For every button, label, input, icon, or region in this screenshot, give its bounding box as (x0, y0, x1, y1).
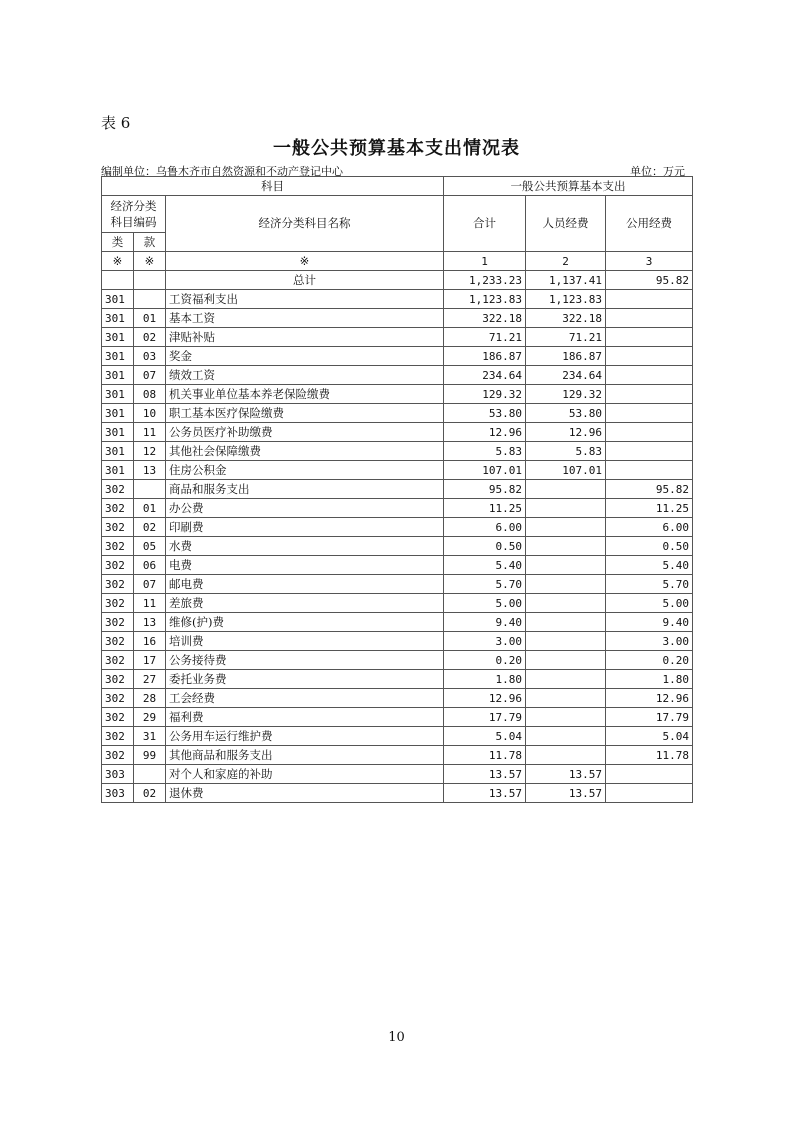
public-cell: 5.40 (606, 556, 693, 575)
subject-name-cell: 委托业务费 (166, 670, 444, 689)
personnel-cell: 13.57 (526, 765, 606, 784)
subject-name-cell: 工资福利支出 (166, 290, 444, 309)
subject-name-cell: 绩效工资 (166, 366, 444, 385)
class-code-cell: 303 (102, 784, 134, 803)
subject-name-cell: 差旅费 (166, 594, 444, 613)
personnel-cell: 322.18 (526, 309, 606, 328)
table-label: 表 6 (101, 114, 131, 132)
public-cell (606, 423, 693, 442)
class-code-cell: 302 (102, 594, 134, 613)
class-code-cell: 301 (102, 442, 134, 461)
personnel-cell (526, 480, 606, 499)
col-number-3: 3 (606, 252, 693, 271)
total-item-cell (134, 271, 166, 290)
item-code-cell: 27 (134, 670, 166, 689)
item-code-cell: 07 (134, 366, 166, 385)
personnel-cell (526, 651, 606, 670)
item-code-cell: 02 (134, 328, 166, 347)
total-cell: 0.20 (444, 651, 526, 670)
personnel-cell (526, 746, 606, 765)
total-class-cell (102, 271, 134, 290)
item-code-cell: 12 (134, 442, 166, 461)
personnel-cell: 71.21 (526, 328, 606, 347)
class-code-cell: 301 (102, 461, 134, 480)
subject-name-cell: 福利费 (166, 708, 444, 727)
table-row (102, 613, 693, 632)
table-row (102, 746, 693, 765)
personnel-cell (526, 613, 606, 632)
table-row (102, 575, 693, 594)
budget-table (101, 176, 693, 803)
public-cell (606, 328, 693, 347)
public-cell (606, 404, 693, 423)
personnel-cell (526, 632, 606, 651)
total-cell: 11.25 (444, 499, 526, 518)
public-cell: 95.82 (606, 480, 693, 499)
subject-name-cell: 其他社会保障缴费 (166, 442, 444, 461)
item-code-cell: 10 (134, 404, 166, 423)
total-cell: 11.78 (444, 746, 526, 765)
public-cell (606, 784, 693, 803)
total-public: 95.82 (606, 271, 693, 290)
subject-name-cell: 职工基本医疗保险缴费 (166, 404, 444, 423)
name-mark: ※ (166, 252, 444, 271)
subject-name-cell: 退休费 (166, 784, 444, 803)
class-code-cell: 301 (102, 290, 134, 309)
personnel-cell: 1,123.83 (526, 290, 606, 309)
table-row (102, 461, 693, 480)
class-code-cell: 302 (102, 575, 134, 594)
total-cell: 5.70 (444, 575, 526, 594)
public-cell: 0.20 (606, 651, 693, 670)
class-code-cell: 301 (102, 423, 134, 442)
item-code-cell: 11 (134, 423, 166, 442)
subject-name-cell: 其他商品和服务支出 (166, 746, 444, 765)
budget-header: 一般公共预算基本支出 (444, 177, 693, 196)
item-code-cell: 31 (134, 727, 166, 746)
public-cell (606, 442, 693, 461)
personnel-header: 人员经费 (526, 196, 606, 252)
personnel-cell: 234.64 (526, 366, 606, 385)
total-cell: 1.80 (444, 670, 526, 689)
item-code-cell: 08 (134, 385, 166, 404)
header-row-2 (102, 196, 693, 233)
total-cell: 17.79 (444, 708, 526, 727)
class-code-cell: 301 (102, 309, 134, 328)
total-cell: 13.57 (444, 765, 526, 784)
total-cell: 3.00 (444, 632, 526, 651)
personnel-cell (526, 575, 606, 594)
personnel-cell (526, 556, 606, 575)
table-row (102, 480, 693, 499)
personnel-cell: 129.32 (526, 385, 606, 404)
table-row (102, 708, 693, 727)
total-cell: 12.96 (444, 689, 526, 708)
total-cell: 5.83 (444, 442, 526, 461)
page-number: 10 (388, 1030, 405, 1045)
table-row (102, 442, 693, 461)
item-code-cell: 28 (134, 689, 166, 708)
total-cell: 129.32 (444, 385, 526, 404)
subject-name-cell: 工会经费 (166, 689, 444, 708)
item-code-cell: 02 (134, 518, 166, 537)
total-cell: 12.96 (444, 423, 526, 442)
personnel-cell: 53.80 (526, 404, 606, 423)
page-title: 一般公共预算基本支出情况表 (273, 138, 520, 159)
item-code-cell: 07 (134, 575, 166, 594)
table-row (102, 404, 693, 423)
total-cell: 186.87 (444, 347, 526, 366)
subject-name-cell: 培训费 (166, 632, 444, 651)
total-amount: 1,233.23 (444, 271, 526, 290)
col-number-1: 1 (444, 252, 526, 271)
item-code-cell: 11 (134, 594, 166, 613)
subject-name-cell: 住房公积金 (166, 461, 444, 480)
subject-name-cell: 基本工资 (166, 309, 444, 328)
total-cell: 5.40 (444, 556, 526, 575)
subject-name-cell: 印刷费 (166, 518, 444, 537)
public-cell (606, 385, 693, 404)
public-cell (606, 461, 693, 480)
table-row (102, 347, 693, 366)
public-cell (606, 366, 693, 385)
compiling-unit: 编制单位：乌鲁木齐市自然资源和不动产登记中心 (101, 165, 343, 178)
total-cell: 13.57 (444, 784, 526, 803)
class-code-cell: 302 (102, 499, 134, 518)
table-row (102, 537, 693, 556)
public-cell: 5.70 (606, 575, 693, 594)
personnel-cell (526, 727, 606, 746)
class-mark: ※ (102, 252, 134, 271)
class-code-cell: 301 (102, 366, 134, 385)
total-cell: 95.82 (444, 480, 526, 499)
class-code-cell: 301 (102, 347, 134, 366)
total-personnel: 1,137.41 (526, 271, 606, 290)
public-cell: 12.96 (606, 689, 693, 708)
public-header: 公用经费 (606, 196, 693, 252)
item-code-cell: 02 (134, 784, 166, 803)
class-code-cell: 302 (102, 746, 134, 765)
table-row (102, 366, 693, 385)
item-code-cell: 01 (134, 499, 166, 518)
table-row (102, 290, 693, 309)
item-header: 款 (134, 233, 166, 252)
class-code-cell: 303 (102, 765, 134, 784)
table-row (102, 632, 693, 651)
class-code-cell: 302 (102, 727, 134, 746)
total-cell: 0.50 (444, 537, 526, 556)
currency-unit: 单位：万元 (630, 165, 685, 178)
public-cell: 11.78 (606, 746, 693, 765)
table-row (102, 518, 693, 537)
item-code-cell (134, 765, 166, 784)
class-code-cell: 302 (102, 670, 134, 689)
total-cell: 5.04 (444, 727, 526, 746)
table-row (102, 689, 693, 708)
table-row (102, 328, 693, 347)
subject-name-cell: 公务接待费 (166, 651, 444, 670)
table-row (102, 727, 693, 746)
class-header: 类 (102, 233, 134, 252)
personnel-cell: 12.96 (526, 423, 606, 442)
class-code-cell: 301 (102, 328, 134, 347)
subject-name-cell: 电费 (166, 556, 444, 575)
personnel-cell: 5.83 (526, 442, 606, 461)
item-code-cell: 06 (134, 556, 166, 575)
class-code-cell: 302 (102, 518, 134, 537)
subject-name-cell: 对个人和家庭的补助 (166, 765, 444, 784)
public-cell (606, 290, 693, 309)
subject-name-cell: 邮电费 (166, 575, 444, 594)
total-cell: 6.00 (444, 518, 526, 537)
item-code-cell: 13 (134, 461, 166, 480)
public-cell: 6.00 (606, 518, 693, 537)
item-code-cell: 03 (134, 347, 166, 366)
subject-header: 科目 (102, 177, 444, 196)
table-row (102, 309, 693, 328)
total-cell: 107.01 (444, 461, 526, 480)
class-code-cell: 302 (102, 556, 134, 575)
personnel-cell: 186.87 (526, 347, 606, 366)
item-code-cell: 17 (134, 651, 166, 670)
subject-name-cell: 奖金 (166, 347, 444, 366)
public-cell: 3.00 (606, 632, 693, 651)
personnel-cell (526, 594, 606, 613)
class-code-cell: 301 (102, 385, 134, 404)
public-cell (606, 347, 693, 366)
total-cell: 9.40 (444, 613, 526, 632)
class-code-cell: 302 (102, 632, 134, 651)
item-code-cell: 29 (134, 708, 166, 727)
subject-name-cell: 公务用车运行维护费 (166, 727, 444, 746)
table-row (102, 651, 693, 670)
item-mark: ※ (134, 252, 166, 271)
item-code-cell: 99 (134, 746, 166, 765)
total-row (102, 271, 693, 290)
class-code-cell: 302 (102, 651, 134, 670)
total-cell: 1,123.83 (444, 290, 526, 309)
total-header: 合计 (444, 196, 526, 252)
item-code-cell (134, 290, 166, 309)
class-code-cell: 302 (102, 689, 134, 708)
personnel-cell (526, 499, 606, 518)
public-cell (606, 309, 693, 328)
total-cell: 71.21 (444, 328, 526, 347)
class-code-cell: 301 (102, 404, 134, 423)
subject-name-cell: 公务员医疗补助缴费 (166, 423, 444, 442)
class-code-cell: 302 (102, 613, 134, 632)
public-cell: 11.25 (606, 499, 693, 518)
total-cell: 53.80 (444, 404, 526, 423)
personnel-cell: 107.01 (526, 461, 606, 480)
subject-name-cell: 办公费 (166, 499, 444, 518)
subject-name-cell: 水费 (166, 537, 444, 556)
class-code-cell: 302 (102, 708, 134, 727)
subject-name-cell: 商品和服务支出 (166, 480, 444, 499)
table-row (102, 670, 693, 689)
table-row (102, 556, 693, 575)
public-cell: 17.79 (606, 708, 693, 727)
subject-name-cell: 维修(护)费 (166, 613, 444, 632)
item-code-cell: 05 (134, 537, 166, 556)
public-cell: 5.00 (606, 594, 693, 613)
table-row (102, 765, 693, 784)
header-row-4 (102, 252, 693, 271)
personnel-cell (526, 689, 606, 708)
item-code-cell: 16 (134, 632, 166, 651)
public-cell: 9.40 (606, 613, 693, 632)
total-label: 总计 (166, 271, 444, 290)
table-row (102, 385, 693, 404)
personnel-cell (526, 708, 606, 727)
table-row (102, 784, 693, 803)
personnel-cell (526, 670, 606, 689)
total-cell: 5.00 (444, 594, 526, 613)
public-cell: 1.80 (606, 670, 693, 689)
col-number-2: 2 (526, 252, 606, 271)
personnel-cell (526, 537, 606, 556)
public-cell (606, 765, 693, 784)
subject-name-cell: 机关事业单位基本养老保险缴费 (166, 385, 444, 404)
table-row (102, 499, 693, 518)
total-cell: 234.64 (444, 366, 526, 385)
personnel-cell: 13.57 (526, 784, 606, 803)
public-cell: 5.04 (606, 727, 693, 746)
table-row (102, 423, 693, 442)
name-header: 经济分类科目名称 (166, 196, 444, 252)
total-cell: 322.18 (444, 309, 526, 328)
public-cell: 0.50 (606, 537, 693, 556)
item-code-cell: 13 (134, 613, 166, 632)
table-row (102, 594, 693, 613)
subject-name-cell: 津贴补贴 (166, 328, 444, 347)
personnel-cell (526, 518, 606, 537)
class-code-cell: 302 (102, 537, 134, 556)
header-row-1 (102, 177, 693, 196)
class-code-cell: 302 (102, 480, 134, 499)
item-code-cell: 01 (134, 309, 166, 328)
item-code-cell (134, 480, 166, 499)
code-header: 经济分类科目编码 (102, 196, 166, 233)
